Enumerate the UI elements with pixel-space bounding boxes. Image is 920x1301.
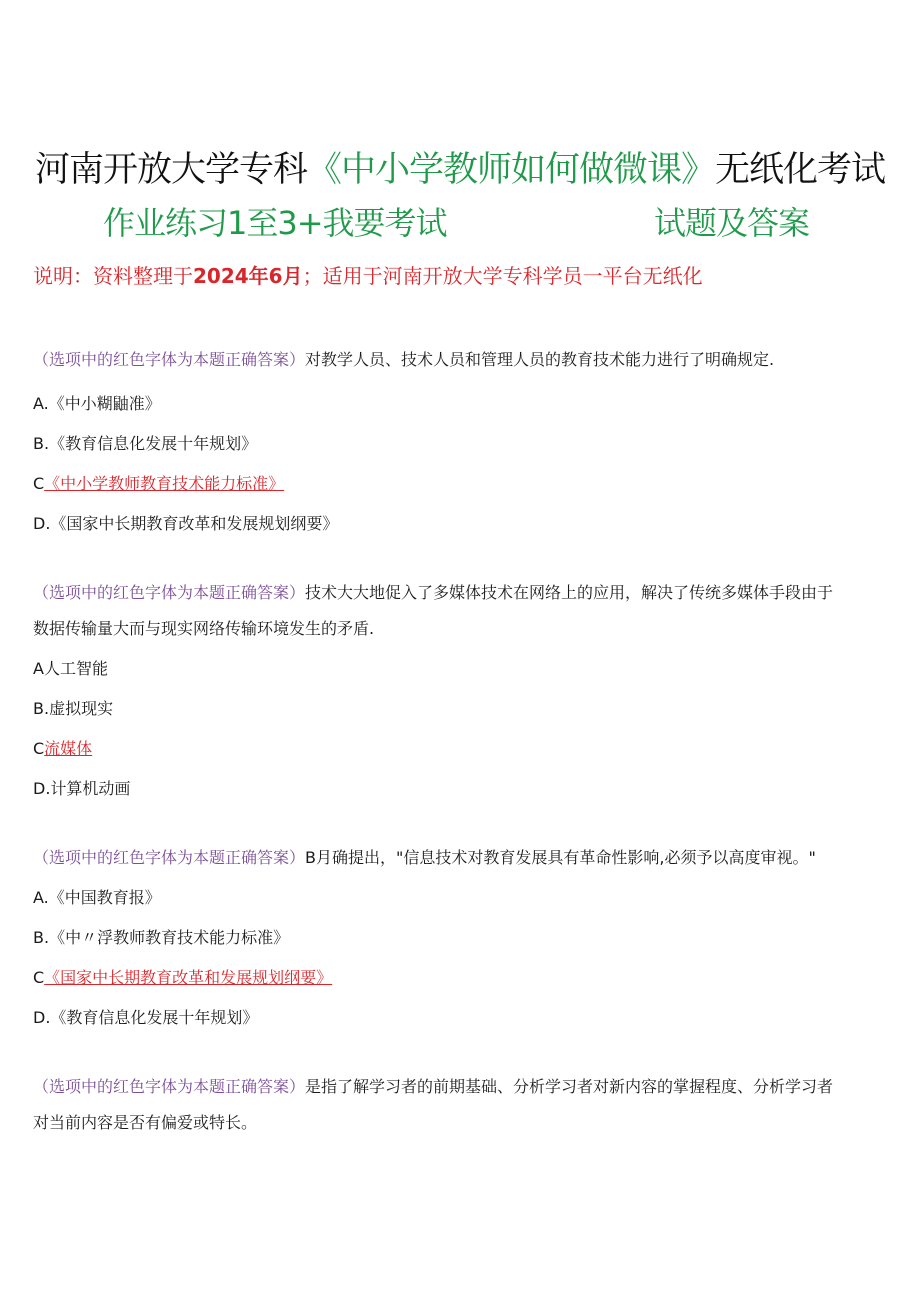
option-d [33,776,130,799]
option-c-correct [33,736,92,759]
option-label: A. [33,394,49,413]
option-label: C [33,474,45,493]
note-date: 2024年6月 [193,264,303,288]
option-label: A. [33,888,49,907]
option-label: D. [33,514,51,533]
title-course: 《中小学教师如何做微课》 [306,150,715,190]
option-text: 《教育信息化发展十年规划》 [49,434,258,453]
option-label: B. [33,434,50,453]
option-label: A [33,659,44,678]
option-c-correct [33,965,332,988]
option-text: 《中〃浮教师教育技术能力标准》 [49,928,290,947]
option-label: C [33,968,45,987]
question-text: 技术大大地促入了多媒体技术在网络上的应用，解决了传统多媒体手段由于 [305,583,834,602]
option-label: C [33,739,45,758]
option-text: 虚拟现实 [49,699,114,718]
question-text: 对教学人员、技术人员和管理人员的教育技术能力进行了明确规定. [305,350,775,369]
option-b [33,696,113,719]
option-text: 《国家中长期教育改革和发展规划纲要》 [50,514,339,533]
correct-answer-text: 流媒体 [44,739,93,758]
question-2-stem-line-2: 数据传输量大而与现实网络传输环境发生的矛盾. [33,619,375,638]
correct-answer-text: 《中小学教师教育技术能力标准》 [44,474,285,493]
question-1-stem [33,347,774,370]
correct-answer-text: 《国家中长期教育改革和发展规划纲要》 [44,968,333,987]
option-text: 《中小糊鼬准》 [48,394,161,413]
question-2-stem [33,580,833,603]
question-text: 是指了解学习者的前期基础、分析学习者对新内容的掌握程度、分析学习者 [305,1077,834,1096]
option-c-correct [33,471,284,494]
option-text: 计算机动画 [50,779,131,798]
document-note [33,260,703,289]
note-text-1: 说明：资料整理于 [33,264,193,288]
option-label: D. [33,1008,51,1027]
option-a [33,656,108,679]
option-label: B. [33,699,50,718]
question-3-stem [33,845,816,868]
option-b [33,925,289,948]
question-4-stem [33,1074,833,1097]
option-d [33,1005,258,1028]
answer-hint: （选项中的红色字体为本题正确答案） [33,848,306,867]
answer-hint: （选项中的红色字体为本题正确答案） [33,583,306,602]
document-title [0,142,920,192]
option-label: D. [33,779,51,798]
subtitle-left: 作业练习1至3+我要考试 [103,204,447,242]
note-text-2: ；适用于河南开放大学专科学员一平台无纸化 [302,264,703,288]
option-label: B. [33,928,50,947]
question-4-stem-line-2: 对当前内容是否有偏爱或特长。 [33,1113,258,1132]
option-text: 《中国教育报》 [48,888,161,907]
option-b [33,431,257,454]
subtitle-right: 试题及答案 [654,204,810,242]
option-a [33,391,161,414]
question-text: B月确提出，"信息技术对教育发展具有革命性影响,必须予以高度审视。" [305,848,816,867]
option-text: 人工智能 [43,659,108,678]
option-a [33,885,161,908]
title-exam-type: 无纸化考试 [715,150,886,190]
title-school: 河南开放大学专科 [34,150,307,190]
option-d [33,511,338,534]
answer-hint: （选项中的红色字体为本题正确答案） [33,1077,306,1096]
option-text: 《教育信息化发展十年规划》 [50,1008,259,1027]
answer-hint: （选项中的红色字体为本题正确答案） [33,350,306,369]
